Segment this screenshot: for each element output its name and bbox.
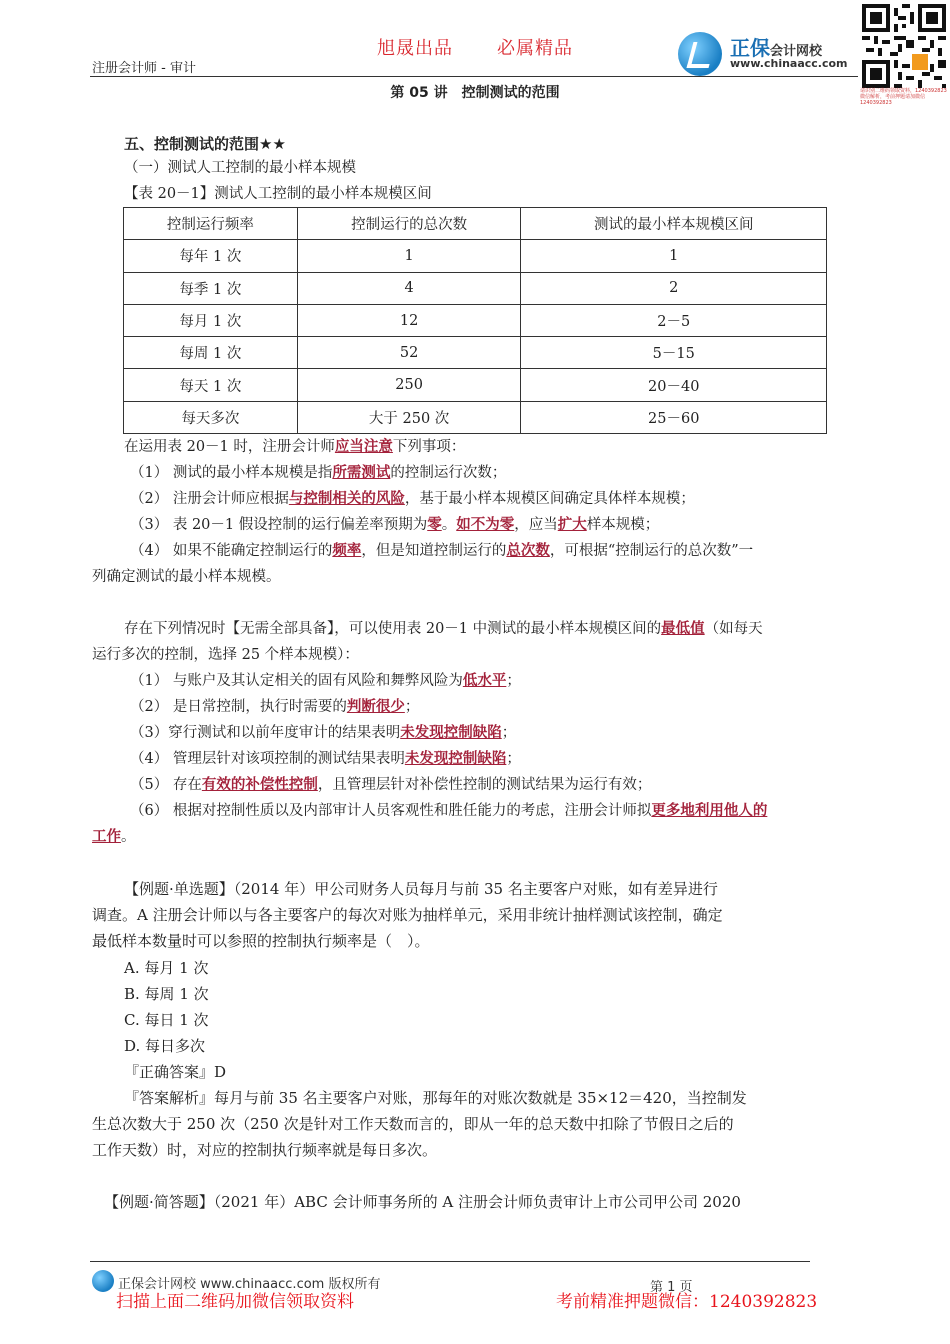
example1-question: 【例题·单选题】（2014 年）甲公司财务人员每月与前 35 名主要客户对账，如有差异进行 <box>124 880 718 898</box>
example1-question-cont: 最低样本数量时可以参照的控制执行频率是（ ）。 <box>92 932 430 950</box>
table-cell: 1 <box>521 240 827 272</box>
logo-url: www.chinaacc.com <box>730 57 848 70</box>
table-caption: 【表 20－1】测试人工控制的最小样本规模区间 <box>124 186 432 202</box>
option-c: C. 每日 1 次 <box>124 1011 209 1029</box>
table-row <box>124 304 827 336</box>
section-heading: 五、控制测试的范围★★ <box>124 135 286 153</box>
answer-explanation-cont: 生总次数大于 250 次（250 次是针对工作天数而言的，即从一年的总天数中扣除了节假日之后的 <box>92 1115 734 1133</box>
correct-answer: 『正确答案』D <box>124 1063 227 1081</box>
conditions-intro: 存在下列情况时【无需全部具备】，可以使用表 20－1 中测试的最小样本规模区间的最低值（如每天 <box>124 620 763 637</box>
qr-code-icon[interactable] <box>862 4 946 88</box>
header-divider <box>90 76 858 77</box>
condition-item: （1） 与账户及其认定相关的固有风险和舞弊风险为低水平； <box>130 672 521 689</box>
slogan-left: 旭晟出品 <box>377 38 453 59</box>
table-cell: 1 <box>297 240 521 272</box>
table-cell: 2 <box>521 272 827 304</box>
condition-item-cont: 工作。 <box>92 828 136 845</box>
table-cell: 5－15 <box>521 337 827 369</box>
note-item: （1） 测试的最小样本规模是指所需测试的控制运行次数； <box>130 464 507 481</box>
table-cell: 250 <box>297 369 521 401</box>
answer-explanation: 『答案解析』每月与前 35 名主要客户对账，那每年的对账次数就是 35×12＝420，当控制发 <box>124 1089 747 1107</box>
notes-intro: 在运用表 20－1 时，注册会计师应当注意下列事项： <box>124 438 466 455</box>
condition-item: （6） 根据对控制性质以及内部审计人员客观性和胜任能力的考虑，注册会计师拟更多地利用他人的 <box>130 802 768 819</box>
option-a: A. 每月 1 次 <box>124 959 209 977</box>
table-row <box>124 337 827 369</box>
section-subheading: （一）测试人工控制的最小样本规模 <box>124 160 356 176</box>
table-header-cell: 控制运行频率 <box>124 208 298 240</box>
table-header-cell: 控制运行的总次数 <box>297 208 521 240</box>
table-row <box>124 369 827 401</box>
condition-item: （2） 是日常控制，执行时需要的判断很少； <box>130 698 420 715</box>
table-cell: 每天 1 次 <box>124 369 298 401</box>
note-item: （2） 注册会计师应根据与控制相关的风险，基于最小样本规模区间确定具体样本规模； <box>130 490 695 507</box>
chinaacc-logo <box>678 30 858 74</box>
table-cell: 每天多次 <box>124 401 298 433</box>
condition-item: （4） 管理层针对该项控制的测试结果表明未发现控制缺陷； <box>130 750 521 767</box>
table-cell: 每月 1 次 <box>124 304 298 336</box>
condition-item: （3）穿行测试和以前年度审计的结果表明未发现控制缺陷； <box>130 724 517 741</box>
table-cell: 25－60 <box>521 401 827 433</box>
note-item-cont: 列确定测试的最小样本规模。 <box>92 569 281 585</box>
table-row <box>124 401 827 433</box>
promo-left: 扫描上面二维码加微信领取资料 <box>116 1292 354 1312</box>
lecture-title: 第 05 讲 控制测试的范围 <box>390 85 560 101</box>
condition-item: （5） 存在有效的补偿性控制，且管理层针对补偿性控制的测试结果为运行有效； <box>130 776 652 793</box>
table-cell: 每季 1 次 <box>124 272 298 304</box>
table-cell: 每年 1 次 <box>124 240 298 272</box>
page-number: 第 1 页 <box>650 1280 693 1295</box>
table-cell: 4 <box>297 272 521 304</box>
option-d: D. 每日多次 <box>124 1037 206 1055</box>
table-cell: 2－5 <box>521 304 827 336</box>
table-header-row <box>124 208 827 240</box>
table-cell: 20－40 <box>521 369 827 401</box>
conditions-intro-cont: 运行多次的控制，选择 25 个样本规模）： <box>92 647 359 663</box>
logo-name: 正保会计网校 <box>730 36 823 60</box>
option-b: B. 每周 1 次 <box>124 985 209 1003</box>
logo-icon <box>678 32 722 76</box>
answer-explanation-cont: 工作天数）时，对应的控制执行频率就是每日多次。 <box>92 1141 438 1159</box>
note-item: （3） 表 20－1 假设控制的运行偏差率预期为零。如不为零，应当扩大样本规模； <box>130 516 660 533</box>
promo-right: 考前精准押题微信：1240392823 <box>556 1292 818 1312</box>
table-cell: 大于 250 次 <box>297 401 521 433</box>
table-cell: 12 <box>297 304 521 336</box>
example2-question: 【例题·简答题】（2021 年）ABC 会计师事务所的 A 注册会计师负责审计上市公司甲公司 2020 <box>104 1193 741 1211</box>
table-row <box>124 240 827 272</box>
qr-note: 请识别二维码领取资料，1240392823 微信解析，考前押题请加微信 1240392823 <box>860 88 947 106</box>
table-cell: 每周 1 次 <box>124 337 298 369</box>
slogan-right: 必属精品 <box>497 38 573 59</box>
footer-copyright: 正保会计网校 www.chinaacc.com 版权所有 <box>118 1277 381 1292</box>
footer-logo-icon <box>92 1270 114 1292</box>
example1-question-cont: 调查。A 注册会计师以与各主要客户的每次对账为抽样单元，采用非统计抽样测试该控制，确定 <box>92 906 723 924</box>
table-cell: 52 <box>297 337 521 369</box>
table-header-cell: 测试的最小样本规模区间 <box>521 208 827 240</box>
table-row <box>124 272 827 304</box>
subject-label: 注册会计师 - 审计 <box>92 61 196 76</box>
note-item: （4） 如果不能确定控制运行的频率，但是知道控制运行的总次数，可根据“控制运行的总次数”一 <box>130 542 754 559</box>
footer-divider <box>90 1261 810 1262</box>
sample-size-table <box>123 207 827 434</box>
